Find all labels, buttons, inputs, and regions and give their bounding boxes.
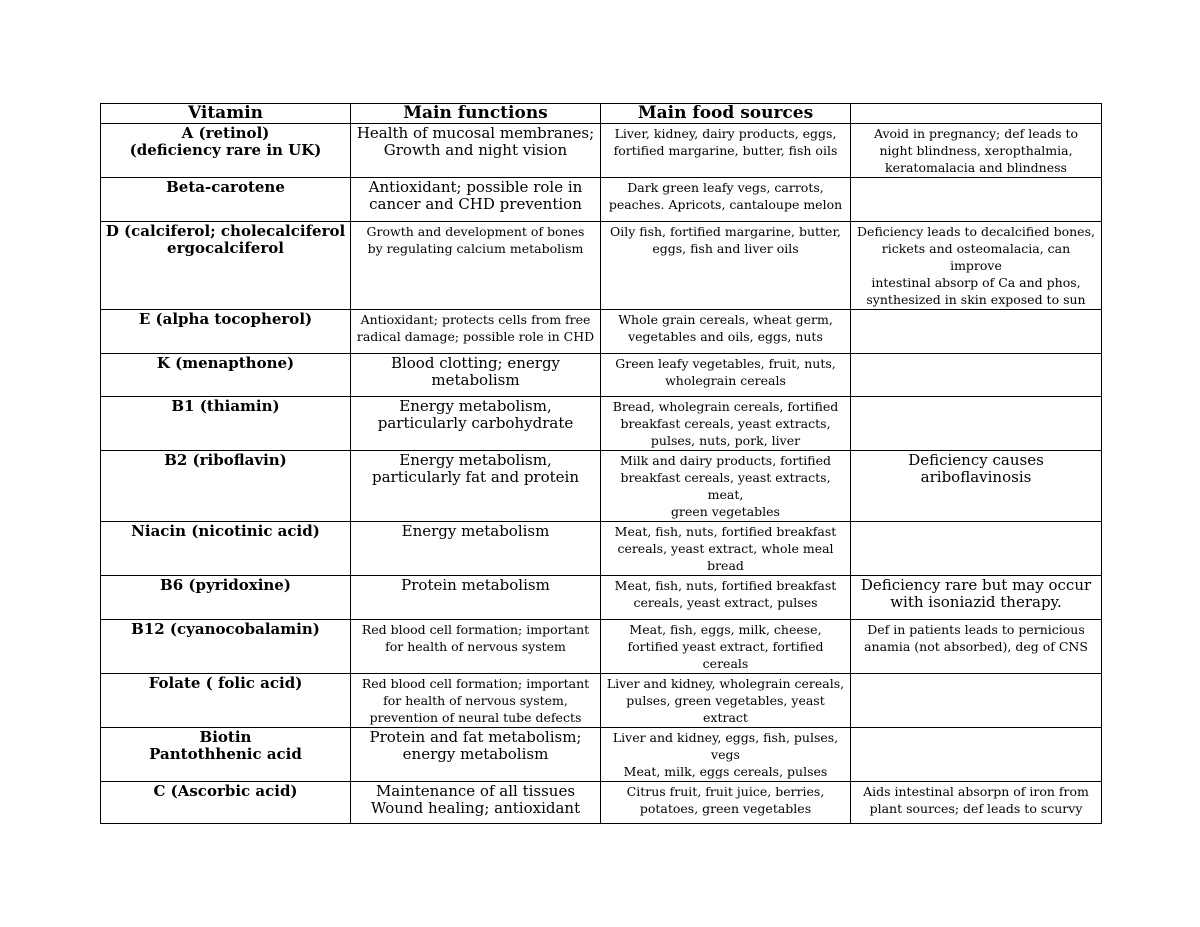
food-sources-cell-line: Meat, fish, eggs, milk, cheese, [629,622,822,637]
vitamin-cell-line: E (alpha tocopherol) [138,310,313,328]
food-sources-cell-line: vegetables and oils, eggs, nuts [628,329,823,344]
main-functions-cell [351,674,601,728]
main-functions-cell-line: Protein metabolism [401,576,550,594]
notes-cell-line: Deficiency leads to decalcified bones, [857,224,1095,239]
table-row [101,124,1102,178]
notes-cell-line: keratomalacia and blindness [885,160,1067,175]
vitamin-cell [101,124,351,178]
food-sources-cell-line: Liver and kidney, eggs, fish, pulses, vegs [612,730,839,762]
food-sources-cell [601,178,851,222]
main-functions-cell-line: Antioxidant; possible role in [368,178,583,196]
food-sources-cell-line: breakfast cereals, yeast extracts, meat, [620,470,831,502]
main-functions-cell [351,178,601,222]
food-sources-cell [601,674,851,728]
vitamin-cell [101,674,351,728]
notes-cell-line: night blindness, xeropthalmia, [879,143,1073,158]
main-functions-cell [351,222,601,310]
table-row [101,222,1102,310]
notes-cell-line: Avoid in pregnancy; def leads to [873,126,1079,141]
food-sources-cell-line: Bread, wholegrain cereals, fortified [612,399,839,414]
main-functions-cell-line: energy metabolism [402,745,549,763]
main-functions-cell [351,124,601,178]
notes-cell-line: synthesized in skin exposed to sun [866,292,1086,307]
food-sources-cell-line: Liver and kidney, wholegrain cereals, [606,676,845,691]
header-vitamin: Vitamin [101,104,351,124]
main-functions-cell-line: Growth and night vision [383,141,568,159]
vitamin-cell [101,728,351,782]
vitamin-cell [101,782,351,824]
main-functions-cell-line: Energy metabolism, [399,451,552,469]
table-row [101,728,1102,782]
table-row [101,310,1102,354]
food-sources-cell [601,222,851,310]
food-sources-cell-line: Milk and dairy products, fortified [619,453,832,468]
table-row [101,178,1102,222]
food-sources-cell [601,451,851,522]
notes-cell [851,782,1102,824]
notes-cell-line: anamia (not absorbed), deg of CNS [864,639,1088,654]
food-sources-cell-line: Dark green leafy vegs, carrots, [627,180,824,195]
vitamin-cell-line: (deficiency rare in UK) [129,141,322,159]
main-functions-cell-line: Protein and fat metabolism; [369,728,582,746]
main-functions-cell [351,397,601,451]
main-functions-cell [351,782,601,824]
header-row [101,104,1102,124]
notes-cell [851,728,1102,782]
main-functions-cell-line: radical damage; possible role in CHD [356,329,595,344]
main-functions-cell-line: Red blood cell formation; important [361,622,590,637]
food-sources-cell [601,354,851,397]
main-functions-cell-line: particularly fat and protein [372,468,579,486]
food-sources-cell-line: breakfast cereals, yeast extracts, [620,416,831,431]
table-row [101,674,1102,728]
vitamin-cell-line: A (retinol) [181,124,270,142]
notes-cell-line: with isoniazid therapy. [890,593,1062,611]
food-sources-cell-line: cereals, yeast extract, whole meal [617,541,834,556]
food-sources-cell-line: potatoes, green vegetables [639,801,812,816]
notes-cell-line: Deficiency rare but may occur [860,576,1092,594]
vitamin-cell [101,397,351,451]
food-sources-cell-line: Meat, fish, nuts, fortified breakfast [614,524,837,539]
notes-cell-line: Def in patients leads to pernicious [867,622,1085,637]
vitamin-cell-line: Beta-carotene [166,178,285,196]
table-row [101,782,1102,824]
vitamin-cell [101,620,351,674]
vitamin-cell-line: Folate ( folic acid) [148,674,303,692]
food-sources-cell-line: pulses, nuts, pork, liver [650,433,801,448]
header-main-food-sources: Main food sources [601,104,851,124]
notes-cell [851,354,1102,397]
main-functions-cell [351,576,601,620]
food-sources-cell-line: pulses, green vegetables, yeast extract [626,693,825,725]
food-sources-cell-line: Citrus fruit, fruit juice, berries, [626,784,825,799]
notes-cell-line: Aids intestinal absorpn of iron from [863,784,1089,799]
main-functions-cell [351,728,601,782]
food-sources-cell-line: eggs, fish and liver oils [652,241,799,256]
table-row [101,451,1102,522]
main-functions-cell-line: Energy metabolism, [399,397,552,415]
vitamin-cell [101,451,351,522]
food-sources-cell [601,397,851,451]
table-row [101,397,1102,451]
main-functions-cell [351,310,601,354]
food-sources-cell-line: Meat, milk, eggs cereals, pulses [623,764,828,779]
vitamin-table [100,103,1102,824]
main-functions-cell-line: Red blood cell formation; important [361,676,590,691]
vitamin-cell-line: Biotin [199,728,252,746]
main-functions-cell-line: for health of nervous system [385,639,566,654]
vitamin-cell-line: Niacin (nicotinic acid) [131,522,320,540]
main-functions-cell-line: Growth and development of bones [366,224,585,239]
vitamin-cell-line: K (menapthone) [156,354,295,372]
vitamin-cell [101,222,351,310]
notes-cell [851,124,1102,178]
vitamin-cell [101,354,351,397]
main-functions-cell-line: cancer and CHD prevention [369,195,582,213]
notes-cell [851,397,1102,451]
main-functions-cell-line: for health of nervous system, [383,693,568,708]
food-sources-cell-line: green vegetables [671,504,780,519]
main-functions-cell [351,451,601,522]
food-sources-cell-line: peaches. Apricots, cantaloupe melon [608,197,843,212]
main-functions-cell-line: particularly carbohydrate [377,414,574,432]
food-sources-cell [601,310,851,354]
food-sources-cell-line: fortified margarine, butter, fish oils [613,143,838,158]
vitamin-cell-line: B12 (cyanocobalamin) [131,620,320,638]
main-functions-cell [351,620,601,674]
vitamin-cell-line: D (calciferol; cholecalciferol [105,222,346,240]
table-row [101,522,1102,576]
main-functions-cell-line: Energy metabolism [401,522,550,540]
vitamin-cell-line: C (Ascorbic acid) [153,782,298,800]
vitamin-cell [101,310,351,354]
vitamin-cell-line: ergocalciferol [167,239,284,257]
notes-cell-line: rickets and osteomalacia, can improve [881,241,1071,273]
food-sources-cell [601,620,851,674]
notes-cell [851,178,1102,222]
food-sources-cell-line: Liver, kidney, dairy products, eggs, [614,126,837,141]
food-sources-cell-line: cereals, yeast extract, pulses [633,595,818,610]
notes-cell [851,576,1102,620]
food-sources-cell [601,124,851,178]
main-functions-cell-line: Blood clotting; energy [390,354,561,372]
food-sources-cell-line: wholegrain cereals [665,373,786,388]
notes-cell-line: Deficiency causes [908,451,1044,469]
header-main-functions: Main functions [351,104,601,124]
vitamin-cell-line: Pantothhenic acid [149,745,302,763]
header-notes [851,104,1102,124]
main-functions-cell-line: Maintenance of all tissues [375,782,576,800]
food-sources-cell-line: Oily fish, fortified margarine, butter, [609,224,842,239]
notes-cell-line: plant sources; def leads to scurvy [869,801,1083,816]
notes-cell-line: ariboflavinosis [920,468,1032,486]
table-row [101,576,1102,620]
main-functions-cell [351,354,601,397]
food-sources-cell-line: Green leafy vegetables, fruit, nuts, [615,356,836,371]
vitamin-cell [101,522,351,576]
main-functions-cell [351,522,601,576]
vitamin-cell [101,576,351,620]
main-functions-cell-line: metabolism [431,371,520,389]
notes-cell [851,451,1102,522]
food-sources-cell [601,522,851,576]
vitamin-cell-line: B6 (pyridoxine) [160,576,291,594]
main-functions-cell-line: Health of mucosal membranes; [356,124,595,142]
vitamin-cell-line: B1 (thiamin) [171,397,280,415]
food-sources-cell [601,728,851,782]
food-sources-cell [601,782,851,824]
main-functions-cell-line: Wound healing; antioxidant [370,799,581,817]
notes-cell-line: intestinal absorp of Ca and phos, [871,275,1081,290]
main-functions-cell-line: by regulating calcium metabolism [367,241,584,256]
table-row [101,620,1102,674]
notes-cell [851,674,1102,728]
food-sources-cell-line: bread [707,558,744,573]
vitamin-cell [101,178,351,222]
notes-cell [851,222,1102,310]
main-functions-cell-line: Antioxidant; protects cells from free [360,312,591,327]
food-sources-cell [601,576,851,620]
food-sources-cell-line: Meat, fish, nuts, fortified breakfast [614,578,837,593]
notes-cell [851,310,1102,354]
food-sources-cell-line: fortified yeast extract, fortified cereals [627,639,824,671]
table-row [101,354,1102,397]
vitamin-cell-line: B2 (riboflavin) [164,451,287,469]
food-sources-cell-line: Whole grain cereals, wheat germ, [618,312,833,327]
main-functions-cell-line: prevention of neural tube defects [369,710,582,725]
notes-cell [851,522,1102,576]
notes-cell [851,620,1102,674]
